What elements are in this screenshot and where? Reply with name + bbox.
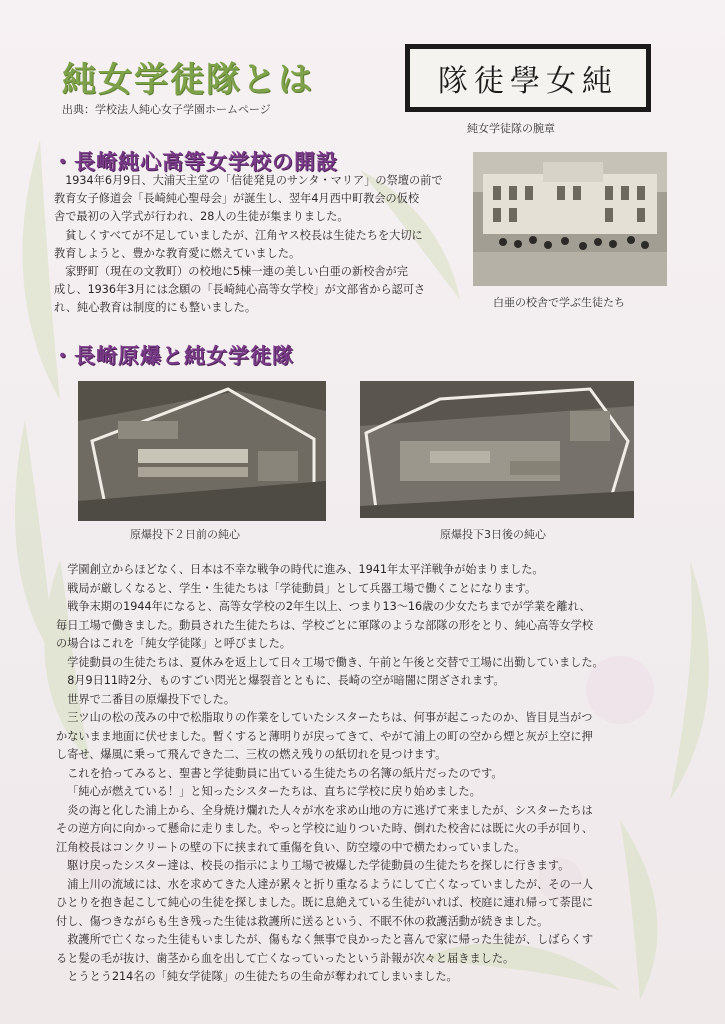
body-line: とうとう214名の「純女学徒隊」の生徒たちの生命が奪われてしまいました。 [67, 970, 458, 983]
page-title: 純女学徒隊とは [62, 60, 314, 100]
photo-after-caption: 原爆投下3日後の純心 [440, 528, 546, 541]
body-line: 炎の海と化した浦上から、全身焼け爛れた人々が水を求め山地の方に逃げて来ましたが、シスターたちは [67, 803, 593, 817]
body-line: 駆け戻ったシスター達は、校長の指示により工場で被爆した学徒動員の生徒たちを探しに行きます。 [67, 859, 570, 872]
source-credit: 出典：学校法人純心女子学園ホームページ [62, 103, 271, 116]
armband-image [405, 44, 651, 112]
body-line: これを拾ってみると、聖書と学徒動員に出ている生徒たちの名簿の紙片だったのです。 [67, 766, 503, 780]
body-line: ひとりを抱き起こして純心の生徒を探しました。既に息絶えている生徒がいれば、校庭に連れ帰って荼毘に [56, 896, 594, 909]
body-line: 救護所で亡くなった生徒もいましたが、傷もなく無事で良かったと喜んで家に帰った生徒が、しばらくす [67, 933, 594, 946]
body-line: 教育女子修道会「長崎純心聖母会」が誕生し、翌年4月西中町教会の仮校 [54, 192, 420, 206]
body-line: 戦争末期の1944年になると、高等女学校の2年生以上、つまり13～16歳の少女たちまでが学業を離れ、 [67, 600, 591, 613]
body-line: 教育しようと、豊かな教育愛に燃えていました。 [54, 246, 301, 260]
body-line: 家野町（現在の文教町）の校地に5棟一連の美しい白亜の新校舎が完 [65, 265, 408, 279]
body-line: し寄せ、爆風に乗って飛んできた二、三枚の燃え残りの紙切れを見つけます。 [56, 748, 447, 761]
body-line: 三ツ山の松の茂みの中で松脂取りの作業をしていたシスターたちは、何事が起こったのか、皆目見当がつ [67, 711, 593, 724]
body-line: 8月9日11時2分、ものすごい閃光と爆裂音とともに、長崎の空が暗闇に閉ざされます。 [67, 674, 505, 687]
school-building-photo [473, 152, 667, 286]
section1-body [54, 172, 466, 318]
body-line: の場合はこれを「純女学徒隊」と呼びました。 [56, 637, 291, 650]
armband-caption: 純女学徒隊の腕章 [467, 122, 555, 135]
body-line: 学徒動員の生徒たちは、夏休みを返上して日々工場で働き、午前と午後と交替で工場に出勤していました。 [67, 655, 604, 669]
body-line: 戦局が厳しくなると、学生・生徒たちは「学徒動員」として兵器工場で働くことになります。 [67, 581, 537, 595]
body-line: ると髪の毛が抜け、歯茎から血を出して亡くなっていったという訃報が次々と届きました。 [56, 951, 515, 965]
body-line: 1934年6月9日、大浦天主堂の「信徒発見のサンタ・マリア」の祭壇の前で [65, 174, 443, 187]
body-line: その逆方向に向かって懸命に走りました。やっと学校に辿りついた時、倒れた校舎には既に火の手が回り、 [56, 822, 594, 835]
body-line: 成し、1936年3月には念願の「長崎純心高等女学校」が文部省から認可さ [54, 283, 426, 297]
photo-before-caption: 原爆投下２日前の純心 [130, 528, 240, 541]
body-line: れ、純心教育は制度的にも整いました。 [54, 301, 257, 315]
section1-heading: ・長崎純心高等女学校の開設 [52, 150, 338, 174]
aerial-photo-after [360, 381, 634, 518]
school-photo-caption: 白亜の校舎で学ぶ生徒たち [493, 296, 625, 309]
body-line: 舎で最初の入学式が行われ、28人の生徒が集まりました。 [54, 210, 349, 224]
section2-body [56, 561, 676, 987]
body-line: 「純心が燃えている！」と知ったシスターたちは、直ちに学校に戻り始めました。 [67, 785, 481, 798]
body-line: 毎日工場で働きました。動員された生徒たちは、学校ごとに軍隊のような部隊の形をとり、純心高等女学校 [56, 618, 594, 632]
body-line: 学園創立からほどなく、日本は不幸な戦争の時代に進み、1941年太平洋戦争が始まりました。 [67, 563, 544, 576]
body-line: かないまま地面に伏せました。暫くすると薄明りが戻ってきて、やがて浦上の町の空から煙と灰が上空に押 [56, 729, 593, 743]
armband-text: 隊徒學女純 [410, 49, 646, 107]
aerial-photo-before [78, 381, 326, 521]
body-line: 貧しくすべてが不足していましたが、江角ヤス校長は生徒たちを大切に [65, 228, 423, 242]
body-line: 世界で二番目の原爆投下でした。 [67, 692, 236, 706]
section2-heading: ・長崎原爆と純女学徒隊 [52, 344, 294, 368]
body-line: 浦上川の流域には、水を求めてきた人達が累々と折り重なるようにして亡くなっていましたが、その一人 [67, 877, 594, 891]
body-line: 付し、傷つきながらも生き残った生徒は救護所に送るという、不眠不休の救護活動が続きました。 [56, 914, 549, 928]
body-line: 江角校長はコンクリートの壁の下に挟まれて重傷を負い、防空壕の中で横たわっていました。 [56, 840, 526, 854]
